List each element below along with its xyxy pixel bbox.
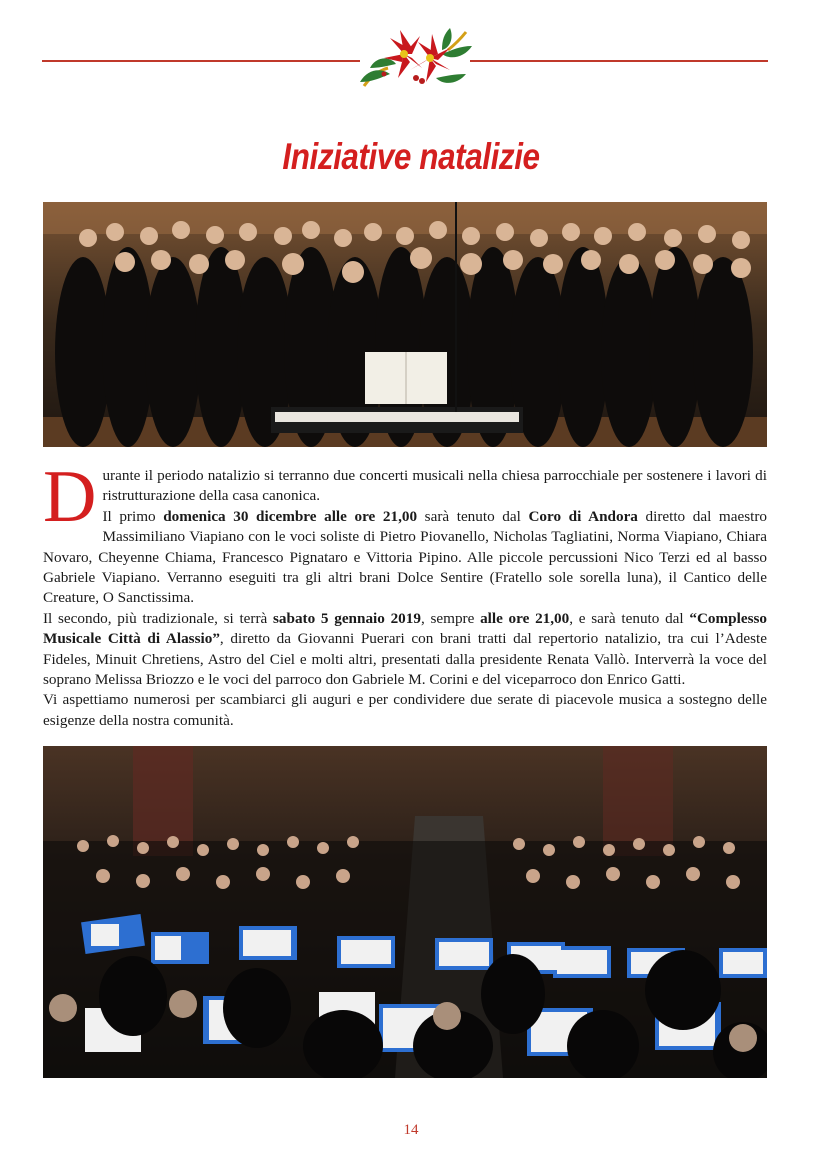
article-paragraph-closing bbox=[43, 690, 767, 731]
first-concert-connector: sarà tenuto dal bbox=[417, 507, 529, 525]
article-dropcap: D bbox=[43, 456, 97, 538]
article-body bbox=[43, 456, 767, 731]
poinsettia-holly-ornament-icon bbox=[354, 24, 478, 94]
choir-photo bbox=[43, 202, 767, 447]
second-concert-connector-1: , sempre bbox=[420, 609, 481, 627]
page-title: Iniziative natalizie bbox=[282, 136, 540, 177]
first-concert-date: domenica 30 dicembre alle ore 21,00 bbox=[163, 507, 418, 525]
header-rule-left bbox=[42, 60, 360, 62]
header-rule-right bbox=[470, 60, 768, 62]
article-paragraph-intro bbox=[43, 466, 767, 507]
orchestra-photo bbox=[43, 746, 767, 1078]
first-concert-choir: Coro di Andora bbox=[528, 507, 638, 525]
second-concert-ensemble: “Complesso Musicale Città di Alassio” bbox=[43, 609, 767, 648]
second-concert-time: alle ore 21,00 bbox=[480, 609, 570, 627]
first-concert-details: diretto dal maestro Massimiliano Viapiano con le voci soliste di Pietro Piovanello, Nicholas Tagliatini, Norma Viapiano, Chiara Novaro, Cheyenne Chiama, Francesco Pignataro e Vittoria Pipino. Alle piccole percussioni Nico Terzi ed al basso Gabriele Viapiano. Verranno eseguiti tra gli altri brani Dolce Sentire (Fratello sole sorella luna), il Cantico delle Creature, O Sanctissima. bbox=[43, 507, 767, 607]
second-concert-details: , diretto da Giovanni Puerari con brani tratti dal repertorio natalizio, tra cui l’Adeste Fideles, Minuit Chretiens, Astro del Ciel e molti altri, presentati dalla presidente Renata Vallò. Interverrà la voce del soprano Melissa Briozzo e le voci del parroco don Gabriele M. Corini e del viceparroco don Enrico Gatti. bbox=[43, 630, 767, 689]
page-number: 14 bbox=[403, 1122, 419, 1138]
second-concert-connector-2: , e sarà tenuto dal bbox=[569, 609, 690, 627]
first-concert-lead: Il primo bbox=[102, 507, 164, 525]
article-closing-text: Vi aspettiamo numerosi per scambiarci gli auguri e per condividere due serate di piacevole musica a sostegno delle esigenze della nostra comunità. bbox=[43, 691, 767, 729]
article-intro-text: urante il periodo natalizio si terranno due concerti musicali nella chiesa parrocchiale per sostenere i lavori di ristrutturazione della casa canonica. bbox=[102, 467, 767, 505]
article-paragraph-second-concert bbox=[43, 609, 767, 691]
second-concert-date: sabato 5 gennaio 2019 bbox=[273, 609, 421, 627]
article-paragraph-first-concert bbox=[43, 507, 767, 609]
second-concert-lead: Il secondo, più tradizionale, si terrà bbox=[43, 609, 273, 627]
